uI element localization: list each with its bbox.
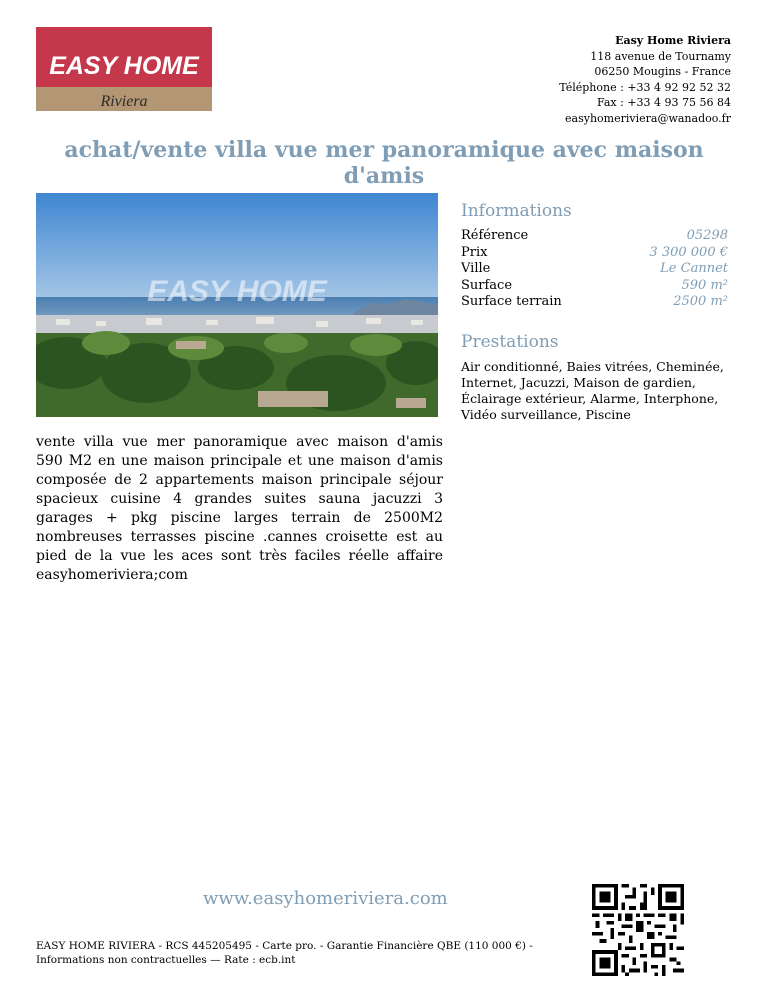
info-label: Ville (461, 261, 491, 276)
property-photo (36, 193, 438, 417)
agency-email[interactable]: easyhomeriviera@wanadoo.fr (565, 111, 731, 125)
info-row-price (461, 245, 728, 262)
info-row-land-surface (461, 294, 728, 311)
agency-address-line2: 06250 Mougins - France (594, 65, 731, 78)
listing-title-line2: d'amis (343, 163, 425, 189)
prestations-line: Éclairage extérieur, Alarme, Interphone, (461, 391, 719, 406)
prestations-list (461, 359, 736, 423)
company-logo (36, 27, 212, 111)
informations-table (461, 228, 728, 311)
logo-brand-text: EASY HOME (49, 52, 199, 80)
agency-name: Easy Home Riviera (615, 34, 731, 47)
footer-line1: EASY HOME RIVIERA - RCS 445205495 - Carte pro. - Garantie Financière QBE (110 000 €) - (36, 940, 533, 952)
info-value: 3 300 000 € (649, 244, 728, 260)
listing-title (40, 137, 728, 189)
info-value: 05298 (686, 228, 728, 243)
info-row-surface (461, 278, 728, 295)
info-value: 2500 m² (673, 294, 728, 309)
info-value: 590 m² (681, 277, 728, 293)
agency-address-line1: 118 avenue de Tournamy (590, 49, 731, 63)
agency-fax: Fax : +33 4 93 75 56 84 (596, 96, 731, 109)
prestations-line: Air conditionné, Baies vitrées, Cheminée, (461, 359, 724, 374)
info-value: Le Cannet (660, 261, 728, 276)
info-label: Surface terrain (461, 294, 562, 309)
footer-line2: Informations non contractuelles — Rate : ecb.int (36, 954, 296, 966)
agency-contact (559, 33, 731, 126)
info-label: Prix (461, 244, 488, 260)
listing-title-line1: achat/vente villa vue mer panoramique avec maison (64, 137, 704, 163)
qr-code (592, 884, 684, 976)
listing-description: vente villa vue mer panoramique avec maison d'amis 590 M2 en une maison principale et une maison d'amis composée de 2 appartements maison principale séjour spacieux cuisine 4 grandes suites sauna jacuzzi 3 garages + pkg piscine larges terrain de 2500M2 nombreuses terrasses piscine .cannes croisette est au pied de la vue les aces sont très faciles réelle affaire easyhomeriviera;com (36, 434, 443, 583)
logo-sub-text: Riviera (100, 93, 148, 110)
prestations-line: Internet, Jacuzzi, Maison de gardien, (461, 375, 696, 390)
website-link[interactable]: www.easyhomeriviera.com (203, 888, 448, 909)
info-label: Surface (461, 277, 513, 293)
prestations-heading: Prestations (461, 332, 559, 352)
informations-heading: Informations (461, 201, 572, 221)
footer-legal (36, 939, 556, 967)
info-row-city (461, 261, 728, 278)
prestations-line: Vidéo surveillance, Piscine (461, 407, 631, 422)
agency-phone: Téléphone : +33 4 92 92 52 32 (559, 80, 731, 94)
info-label: Référence (461, 228, 529, 243)
photo-watermark: EASY HOME (147, 275, 327, 308)
info-row-reference (461, 228, 728, 245)
